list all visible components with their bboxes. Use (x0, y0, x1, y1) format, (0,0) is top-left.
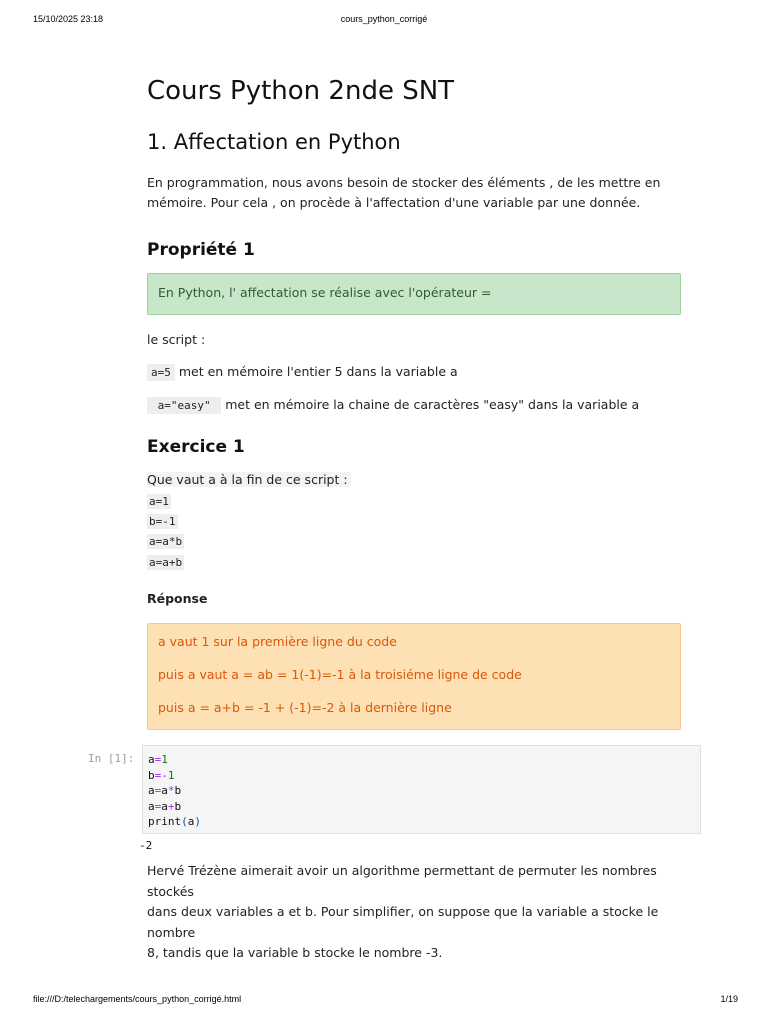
example-2 (147, 395, 681, 416)
script-label: le script : (147, 332, 206, 347)
example-1-text: met en mémoire l'entier 5 dans la variable a (174, 364, 458, 379)
exercice-code-line: b=-1 (149, 515, 176, 528)
reponse-box (147, 623, 681, 730)
example-2-text: met en mémoire la chaine de caractères "easy" dans la variable a (221, 397, 640, 412)
code-cell[interactable] (142, 745, 701, 834)
print-file-path: file:///D:/telechargements/cours_python_corrigé.html (33, 994, 242, 1004)
reponse-line: a vaut 1 sur la première ligne du code (158, 634, 397, 649)
closing-line-1: Hervé Trézène aimerait avoir un algorithme permettant de permuter les nombres stockés (147, 863, 657, 899)
print-page-number: 1/19 (720, 994, 738, 1004)
print-datetime: 15/10/2025 23:18 (33, 14, 104, 24)
code-line-1: a=1 (148, 753, 168, 766)
example-2-code: a="easy" (147, 397, 221, 414)
closing-paragraph (147, 861, 687, 964)
intro-paragraph (147, 173, 681, 213)
code-line-4: a=a+b (148, 799, 182, 813)
print-doc-title: cours_python_corrigé (340, 14, 428, 24)
reponse-line: puis a = a+b = -1 + (-1)=-2 à la dernière ligne (158, 700, 452, 715)
intro-line-2: mémoire. Pour cela , on procède à l'affectation d'une variable par une donnée. (147, 195, 641, 210)
print-header (0, 14, 768, 28)
exercice-question (147, 470, 681, 490)
code-cell-source (148, 752, 201, 830)
exercice-code-line: a=a*b (149, 535, 183, 548)
intro-line-1: En programmation, nous avons besoin de stocker des éléments , de les mettre en (147, 175, 661, 190)
exercice-code-line: a=a+b (149, 556, 183, 569)
propriete-heading: Propriété 1 (147, 240, 255, 260)
code-line-2: b=-1 (148, 768, 175, 782)
code-line-5: print(a) (148, 815, 201, 828)
propriete-box (147, 273, 681, 315)
reponse-line: puis a vaut a = ab = 1(-1)=-1 à la troisiéme ligne de code (158, 667, 522, 682)
exercice-heading: Exercice 1 (147, 437, 245, 457)
example-1-code: a=5 (147, 364, 175, 381)
section-heading-affectation: 1. Affectation en Python (147, 130, 401, 154)
exercice-question-text: Que vaut a à la fin de ce script : (147, 472, 351, 487)
page-title: Cours Python 2nde SNT (147, 76, 455, 106)
propriete-box-text: En Python, l' affectation se réalise avec l'opérateur = (158, 285, 492, 300)
print-footer (0, 994, 768, 1008)
closing-line-3: 8, tandis que la variable b stocke le nombre -3. (147, 945, 443, 960)
reponse-heading: Réponse (147, 591, 208, 606)
cell-prompt: In [1]: (88, 752, 135, 765)
example-1 (147, 362, 681, 383)
cell-output: -2 (139, 839, 153, 852)
code-line-3: a=a*b (148, 784, 182, 797)
closing-line-2: dans deux variables a et b. Pour simplifier, on suppose que la variable a stocke le nombre (147, 904, 659, 940)
exercice-code-line: a=1 (149, 495, 169, 508)
